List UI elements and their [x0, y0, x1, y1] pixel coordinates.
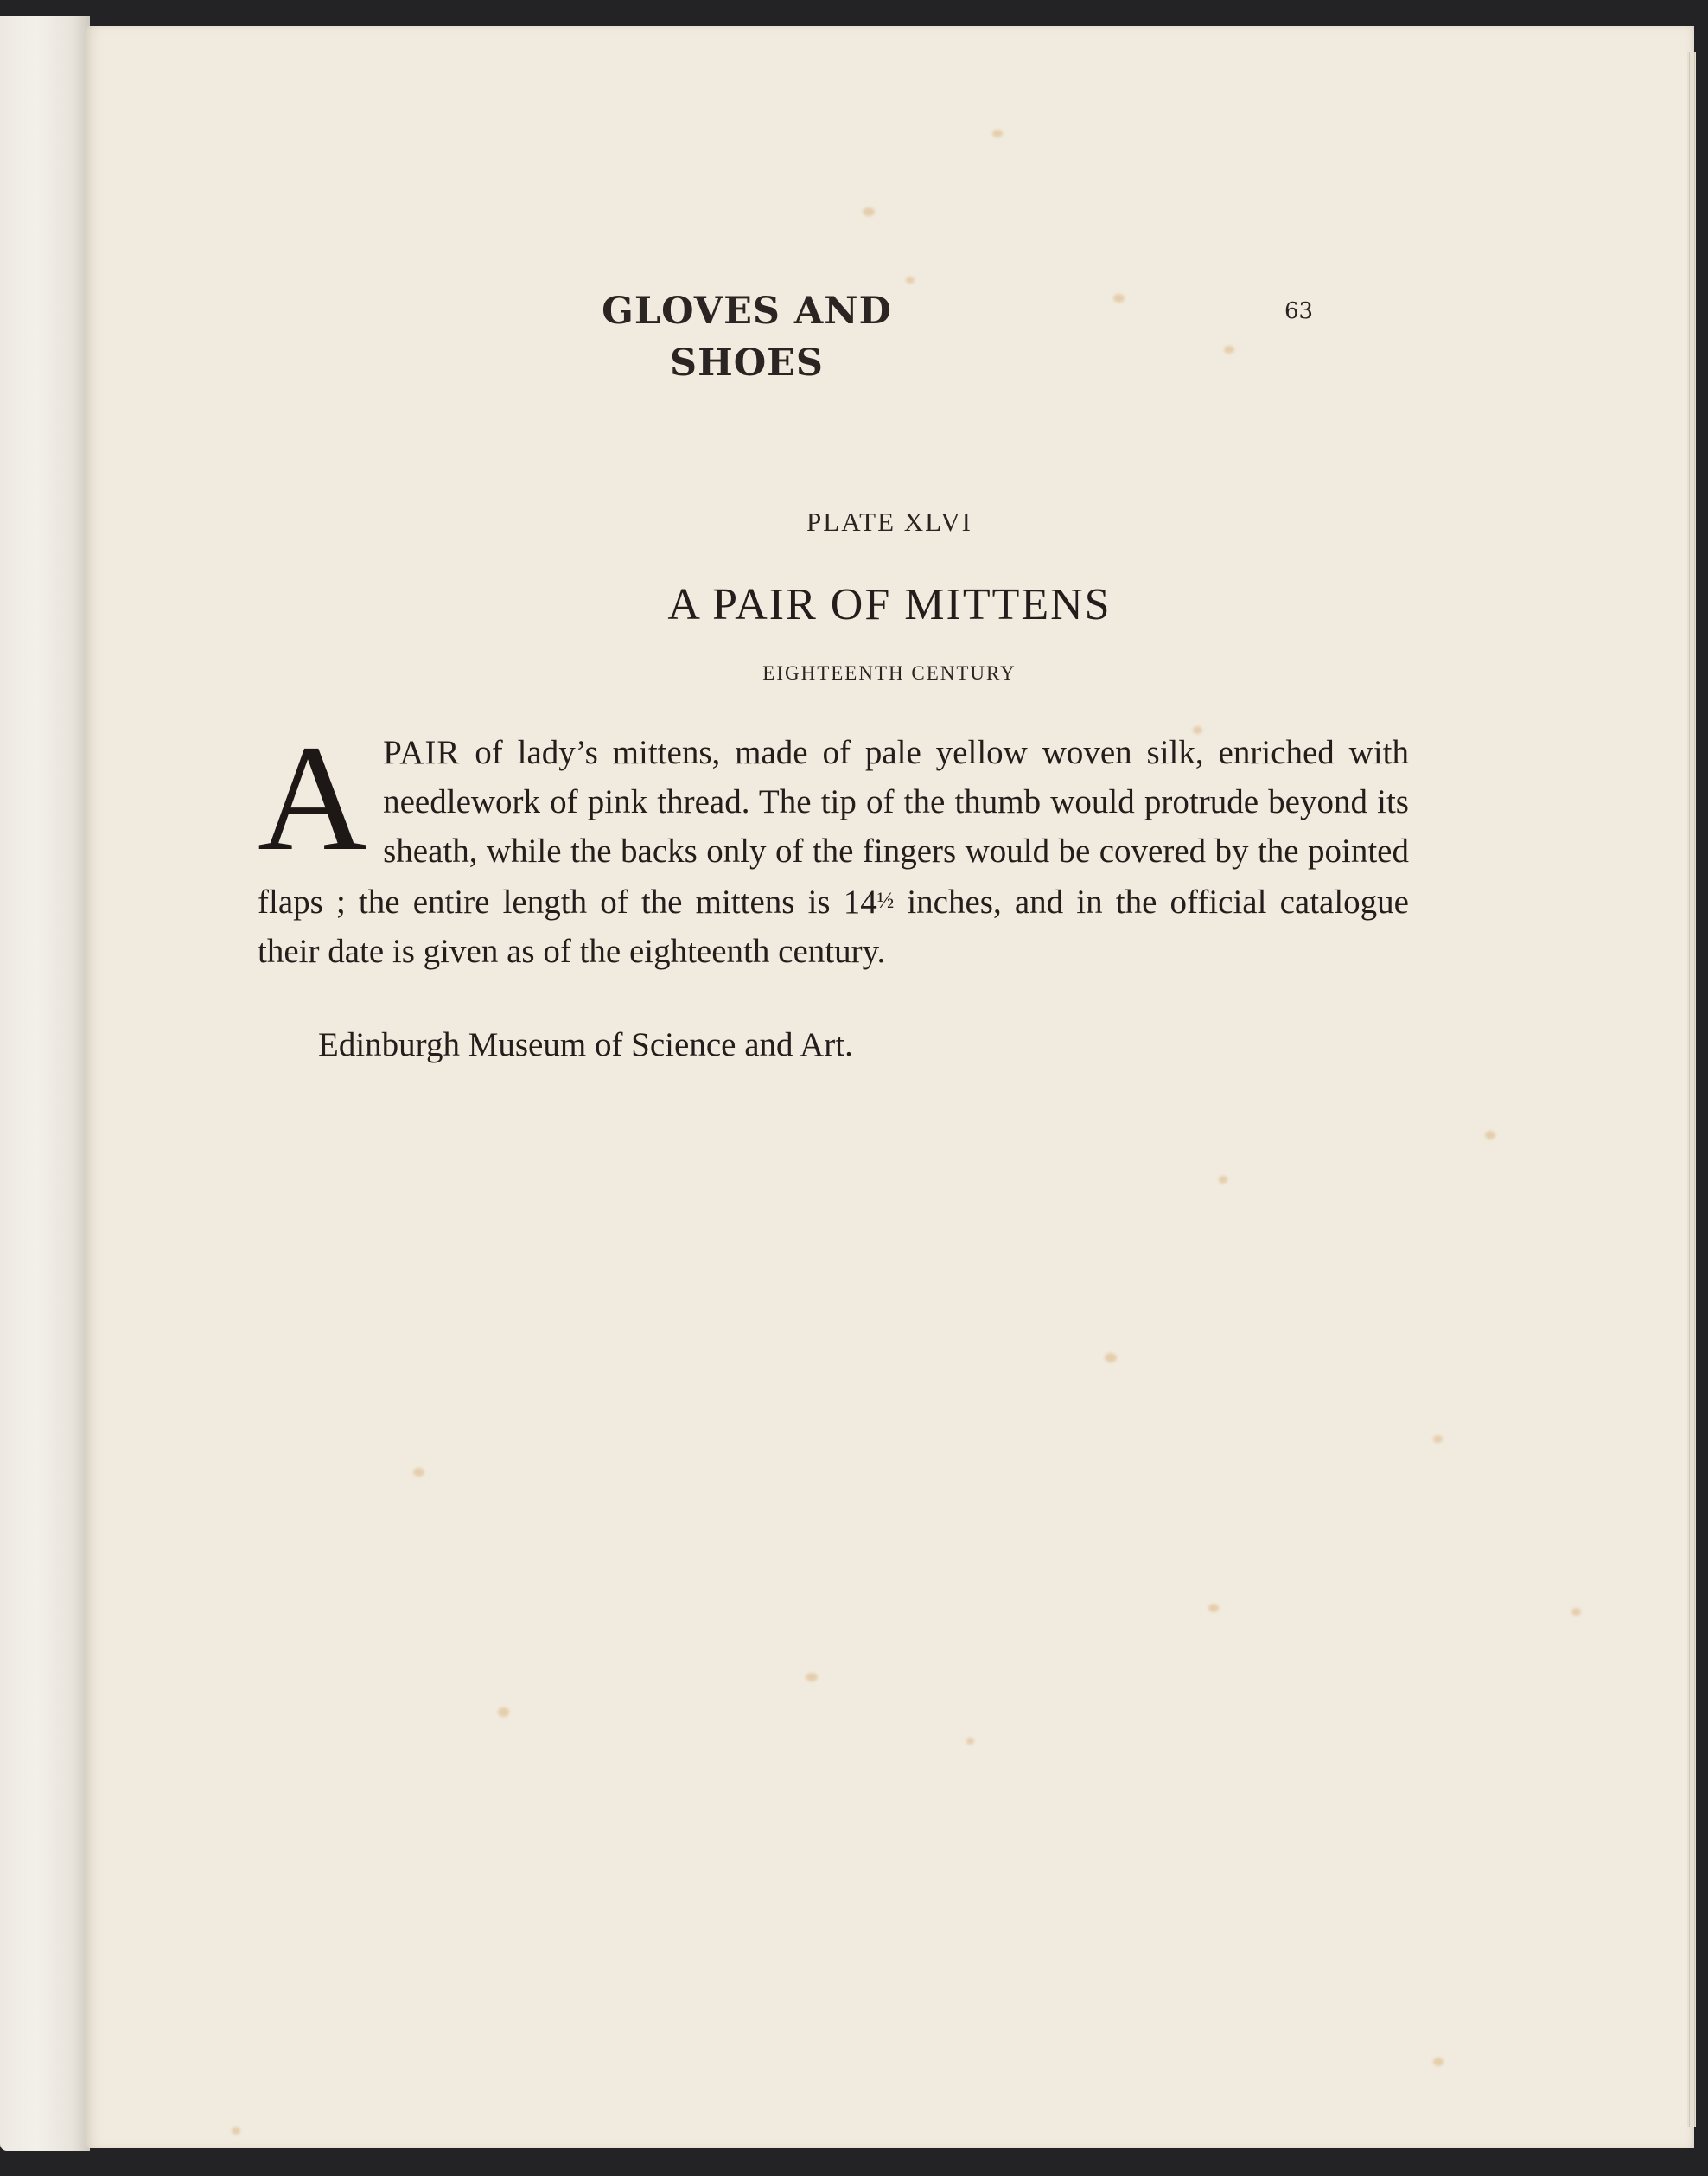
foxing-spot — [1433, 2058, 1444, 2066]
drop-cap: A — [258, 714, 368, 883]
page-stack-edge — [1687, 52, 1696, 2127]
foxing-spot — [1433, 1435, 1443, 1443]
fraction: ½ — [876, 888, 895, 913]
plate-label: PLATE XLVI — [806, 507, 972, 537]
foxing-spot — [966, 1738, 974, 1745]
foxing-spot — [1485, 1131, 1495, 1139]
foxing-spot — [498, 1707, 509, 1717]
foxing-spot — [1224, 346, 1234, 354]
running-title: GLOVES AND SHOES — [602, 290, 892, 385]
book-page — [85, 26, 1694, 2148]
left-page-edge — [0, 16, 90, 2151]
description-text: of lady’s mittens, made of pale yellow woven silk, enriched with needlework of pink thread. The tip of the thumb would protrude beyond its sheath, while the backs only of the fingers would be covered by the pointed flaps ; the entire length of the mittens is 14 — [258, 734, 1409, 921]
foxing-spot — [413, 1468, 424, 1477]
description-text-continued: inches, and in the official catalogue their date is given as of the eighteenth century. — [258, 884, 1409, 970]
foxing-spot — [992, 130, 1003, 137]
foxing-spot — [1105, 1353, 1117, 1362]
lead-word: PAIR — [383, 734, 461, 771]
foxing-spot — [806, 1673, 818, 1681]
foxing-spot — [906, 277, 915, 284]
foxing-spot — [863, 207, 875, 216]
page-number: 63 — [1284, 298, 1314, 324]
plate-period: EIGHTEENTH CENTURY — [762, 662, 1017, 684]
foxing-spot — [1219, 1176, 1227, 1184]
plate-description — [258, 714, 1409, 976]
plate-title: A PAIR OF MITTENS — [667, 580, 1112, 629]
foxing-spot — [232, 2127, 240, 2135]
foxing-spot — [1208, 1604, 1219, 1612]
foxing-spot — [1571, 1608, 1581, 1616]
running-head — [85, 285, 1694, 385]
museum-attribution: Edinburgh Museum of Science and Art. — [318, 1026, 853, 1063]
